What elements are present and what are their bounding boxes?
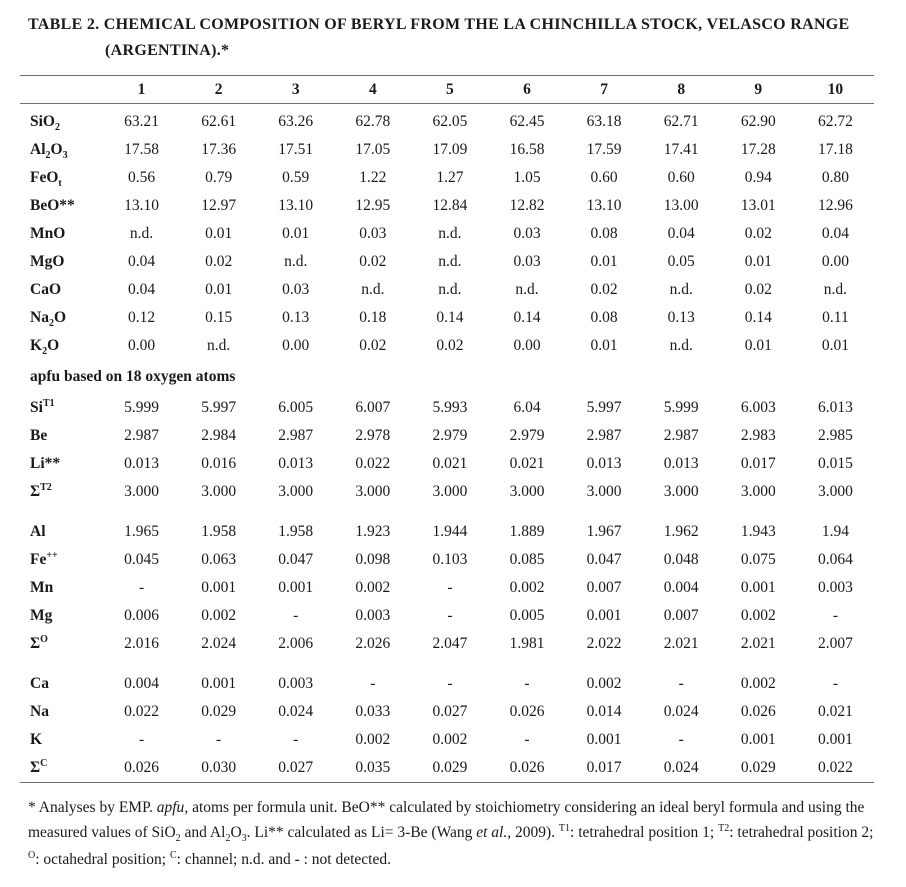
cell-value: 0.098 [355,551,391,568]
cell-value: 0.021 [432,455,468,472]
cell-value: 0.022 [355,455,391,472]
cell-value: 0.017 [740,455,776,472]
cell-value: 0.02 [359,253,387,270]
table-row [20,726,874,754]
cell-value: 0.01 [821,337,849,354]
row-label: $Al_2O_3$ [30,141,68,161]
cell-value: 0.60 [667,169,695,186]
cell-value: 6.005 [278,399,314,416]
cell-value: 0.00 [821,253,849,270]
table-row [20,546,874,574]
row-label: $K_2O$ [30,337,60,357]
cell-value: 2.987 [663,427,699,444]
cell-value: 0.04 [821,225,849,242]
cell-value: 1.967 [586,523,622,540]
cell-value: 0.002 [740,607,776,624]
table-title [0,0,906,64]
cell-value: 13.10 [586,197,622,214]
cell-value: 3.000 [201,483,237,500]
cell-value: 0.001 [586,607,622,624]
cell-value: 0.01 [590,337,618,354]
cell-value: 0.002 [201,607,237,624]
cell-value: 0.004 [663,579,699,596]
row-label: FeO$_t$ [30,169,62,189]
cell-value: 0.003 [278,675,314,692]
cell-value: 2.016 [124,635,159,652]
cell-value: 2.026 [355,635,391,652]
cell-value: 0.02 [205,253,233,270]
cell-value: 17.18 [817,141,853,158]
cell-value: 0.005 [509,607,545,624]
cell-value: 3.000 [278,483,314,500]
cell-value: - [138,731,145,748]
cell-value: 0.14 [513,309,541,326]
cell-value: 0.01 [744,253,772,270]
section-heading-row [20,360,874,394]
table-row [20,422,874,450]
cell-value: 2.047 [432,635,468,652]
cell-value: 0.027 [432,703,468,720]
column-header: 8 [677,80,686,98]
table-row [20,164,874,192]
cell-value: 0.004 [124,675,159,692]
cell-value: 62.72 [817,113,853,130]
cell-value: 6.007 [355,399,391,416]
cell-value: n.d. [129,225,154,242]
cell-value: 0.14 [436,309,464,326]
cell-value: 6.04 [513,399,541,416]
cell-value: 0.56 [127,169,156,186]
cell-value: 12.96 [817,197,853,214]
cell-value: 0.01 [744,337,772,354]
cell-value: 0.013 [586,455,622,472]
cell-value: 2.985 [817,427,853,444]
cell-value: - [447,579,453,596]
cell-value: n.d. [438,281,462,298]
corner-cell [20,76,103,104]
cell-value: - [832,607,838,624]
cell-value: 0.001 [740,579,776,596]
column-header: 4 [368,80,377,98]
cell-value: 0.04 [127,281,156,298]
table-row [20,136,874,164]
cell-value: 1.22 [359,169,387,186]
cell-value: 2.987 [586,427,622,444]
cell-value: 0.03 [359,225,387,242]
cell-value: 0.001 [201,675,237,692]
table-row [20,192,874,220]
table-body [20,104,874,783]
cell-value: 6.013 [817,399,853,416]
cell-value: 0.002 [586,675,622,692]
cell-value: 1.958 [201,523,237,540]
cell-value: - [293,607,299,624]
cell-value: 17.28 [740,141,776,158]
cell-value: 2.021 [663,635,699,652]
cell-value: 0.08 [590,225,618,242]
cell-value: 63.26 [278,113,314,130]
cell-value: 0.15 [205,309,233,326]
cell-value: 2.006 [278,635,314,652]
cell-value: 62.78 [355,113,391,130]
cell-value: 1.27 [436,169,464,186]
cell-value: - [293,731,299,748]
table-row [20,574,874,602]
footnote-text: * Analyses by EMP. apfu, atoms per formula unit. BeO** calculated by stoichiometry considering an ideal beryl formula and using the measured values of SiO$_2$ and $Al_2O_3$. Li** calculated as Li= 3-Be (Wang et al., 2009). $^{T1}$: tetrahedral position 1; $^{T2}$: tetrahedral position 2; $^O$: octahedral position; $^C$: channel; n.d. and - : not detected. [28,798,874,868]
cell-value: 0.02 [744,225,772,242]
cell-value: 0.001 [201,579,237,596]
cell-value: 0.03 [513,225,541,242]
cell-value: 0.064 [817,551,853,568]
cell-value: 0.026 [509,703,545,720]
cell-value: 0.08 [590,309,618,326]
cell-value: 0.003 [817,579,853,596]
table-row [20,304,874,332]
cell-value: 0.029 [432,758,468,776]
cell-value: 0.024 [278,703,314,720]
cell-value: n.d. [823,281,848,298]
column-header: 1 [137,80,146,98]
cell-value: 0.02 [744,281,772,298]
cell-value: 0.013 [663,455,699,472]
cell-value: 0.033 [355,703,391,720]
row-label: Mn [30,579,54,596]
row-label: K [30,731,43,748]
cell-value: 0.075 [740,551,776,568]
cell-value: - [216,731,222,748]
cell-value: 5.999 [663,399,699,416]
cell-value: 2.979 [432,427,468,444]
cell-value: 0.002 [355,579,391,596]
cell-value: 0.03 [513,253,541,270]
table-row [20,754,874,782]
cell-value: 2.987 [124,427,159,444]
cell-value: 0.59 [282,169,310,186]
cell-value: 12.95 [355,197,391,214]
cell-value: 0.013 [124,455,159,472]
cell-value: 0.029 [201,703,237,720]
cell-value: 0.103 [432,551,468,568]
cell-value: 1.94 [821,523,849,540]
cell-value: 0.002 [740,675,776,692]
cell-value: 2.007 [817,635,853,652]
cell-value: 0.001 [817,731,853,748]
cell-value: 0.01 [282,225,310,242]
cell-value: 0.001 [740,731,776,748]
cell-value: 0.045 [124,551,159,568]
cell-value: n.d. [669,337,693,354]
cell-value: 0.026 [509,758,545,776]
cell-value: - [678,675,684,692]
row-label: MnO [30,225,66,242]
cell-value: 0.01 [590,253,618,270]
cell-value: 13.10 [124,197,159,214]
cell-value: 2.021 [740,635,776,652]
cell-value: 0.01 [205,225,233,242]
cell-value: 0.006 [124,607,159,624]
cell-value: 0.017 [586,758,622,776]
cell-value: 5.997 [201,399,237,416]
cell-value: 63.18 [586,113,622,130]
cell-value: - [370,675,376,692]
cell-value: n.d. [361,281,385,298]
row-label: BeO** [30,197,75,214]
cell-value: 0.035 [355,758,391,776]
row-label: $\Sigma^O$ [30,634,48,652]
cell-value: 17.51 [278,141,314,158]
cell-value: 0.13 [282,309,310,326]
column-header: 6 [523,80,531,98]
cell-value: 17.05 [355,141,391,158]
cell-value: 0.015 [817,455,853,472]
cell-value: 3.000 [355,483,391,500]
row-label: Na [30,703,49,720]
cell-value: 3.000 [817,483,853,500]
cell-value: 0.80 [821,169,849,186]
column-header: 7 [600,80,608,98]
cell-value: 0.60 [590,169,618,186]
table-row [20,108,874,136]
cell-value: 0.04 [127,253,156,270]
table-row [20,450,874,478]
cell-value: 0.007 [663,607,699,624]
section-heading: apfu based on 18 oxygen atoms [30,368,236,385]
cell-value: 0.026 [740,703,776,720]
column-header: 2 [214,80,223,98]
table-row [20,602,874,630]
cell-value: 0.001 [278,579,314,596]
column-header: 9 [754,80,763,98]
cell-value: 2.978 [355,427,391,444]
cell-value: 0.00 [127,337,156,354]
cell-value: 0.05 [667,253,695,270]
cell-value: 12.84 [432,197,468,214]
row-label: Al [30,523,46,540]
cell-value: 3.000 [432,483,468,500]
cell-value: 3.000 [740,483,776,500]
table-row [20,670,874,698]
cell-value: 2.979 [509,427,545,444]
column-header-row [20,76,874,104]
row-label: SiO$_2$ [30,113,60,133]
cell-value: - [524,731,530,748]
composition-table [20,75,874,783]
cell-value: 0.02 [359,337,387,354]
cell-value: 0.013 [278,455,314,472]
cell-value: 17.41 [663,141,699,158]
cell-value: 0.022 [124,703,159,720]
cell-value: 0.18 [359,309,387,326]
table-row [20,478,874,506]
cell-value: 0.021 [509,455,545,472]
cell-value: n.d. [207,337,231,354]
cell-value: 6.003 [740,399,776,416]
cell-value: 1.965 [124,523,159,540]
row-label: $\Sigma^C$ [30,757,48,776]
cell-value: 0.12 [127,309,156,326]
cell-value: 0.002 [432,731,468,748]
cell-value: 1.05 [513,169,541,186]
cell-value: 62.90 [740,113,776,130]
row-label: $Si^{T1}$ [30,398,55,416]
cell-value: 0.047 [278,551,314,568]
spacer-row [20,658,874,670]
cell-value: 0.014 [586,703,622,720]
column-header: 5 [446,80,454,98]
cell-value: 62.61 [201,113,237,130]
cell-value: 2.024 [201,635,237,652]
cell-value: 0.03 [282,281,310,298]
cell-value: 0.016 [201,455,237,472]
table-row [20,518,874,546]
row-label: Be [30,427,48,444]
table-header [20,76,874,104]
cell-value: 0.001 [586,731,622,748]
cell-value: 17.59 [586,141,622,158]
cell-value: n.d. [438,253,462,270]
cell-value: 0.14 [744,309,772,326]
cell-value: 1.958 [278,523,314,540]
cell-value: 0.021 [817,703,853,720]
row-label: Fe++ [30,550,58,568]
cell-value: 5.999 [124,399,159,416]
cell-value: - [678,731,684,748]
cell-value: 17.58 [124,141,159,158]
table-row [20,248,874,276]
cell-value: 0.04 [667,225,695,242]
cell-value: 0.085 [509,551,545,568]
cell-value: 0.027 [278,758,314,776]
cell-value: 1.981 [509,635,545,652]
cell-value: n.d. [438,225,462,242]
cell-value: 0.13 [667,309,695,326]
cell-value: - [524,675,530,692]
spacer-row [20,506,874,518]
cell-value: 62.05 [432,113,468,130]
table-row [20,394,874,422]
cell-value: 0.048 [663,551,699,568]
cell-value: - [138,579,145,596]
cell-value: 0.007 [586,579,622,596]
cell-value: 2.983 [740,427,776,444]
cell-value: - [832,675,838,692]
cell-value: 16.58 [509,141,545,158]
column-header: 3 [291,80,300,98]
table-row [20,698,874,726]
cell-value: 0.030 [201,758,237,776]
cell-value: 1.889 [509,523,545,540]
cell-value: 17.09 [432,141,468,158]
cell-value: n.d. [284,253,308,270]
cell-value: 3.000 [124,483,159,500]
cell-value: 0.79 [205,169,233,186]
cell-value: - [447,607,453,624]
cell-value: 0.029 [740,758,776,776]
cell-value: 0.94 [744,169,772,186]
cell-value: n.d. [515,281,539,298]
cell-value: 12.82 [509,197,545,214]
cell-value: 5.997 [586,399,622,416]
cell-value: 12.97 [201,197,237,214]
cell-value: 3.000 [663,483,699,500]
table-title-line2: (ARGENTINA).* [105,42,230,59]
cell-value: 2.022 [586,635,622,652]
cell-value: 3.000 [586,483,622,500]
cell-value: 0.063 [201,551,237,568]
cell-value: 0.00 [282,337,310,354]
table-row [20,220,874,248]
cell-value: 2.984 [201,427,237,444]
column-header: 10 [827,80,844,98]
cell-value: 0.003 [355,607,391,624]
row-label: $\Sigma^{T2}$ [30,482,52,500]
cell-value: n.d. [669,281,693,298]
row-label: $Na_2O$ [30,309,67,329]
table-row [20,276,874,304]
row-label: Li** [30,455,61,472]
cell-value: 0.026 [124,758,159,776]
cell-value: 0.024 [663,703,699,720]
row-label: Ca [30,675,49,692]
cell-value: 0.024 [663,758,699,776]
cell-value: 62.45 [509,113,545,130]
cell-value: 13.10 [278,197,314,214]
cell-value: 1.943 [740,523,776,540]
table-title-line1: TABLE 2. CHEMICAL COMPOSITION OF BERYL FROM THE LA CHINCHILLA STOCK, VELASCO RANGE [28,16,850,33]
cell-value: 13.00 [663,197,699,214]
cell-value: 2.987 [278,427,314,444]
cell-value: 0.00 [513,337,541,354]
row-label: MgO [30,253,65,270]
row-label: CaO [30,281,61,298]
cell-value: 17.36 [201,141,237,158]
cell-value: 0.11 [822,309,849,326]
cell-value: 0.002 [509,579,545,596]
cell-value: 13.01 [740,197,776,214]
cell-value: - [447,675,453,692]
cell-value: 62.71 [663,113,699,130]
table-row [20,332,874,360]
cell-value: 0.02 [590,281,618,298]
cell-value: 1.923 [355,523,391,540]
cell-value: 1.944 [432,523,468,540]
row-label: Mg [30,607,53,624]
cell-value: 0.002 [355,731,391,748]
cell-value: 0.047 [586,551,622,568]
cell-value: 0.01 [205,281,233,298]
cell-value: 1.962 [663,523,699,540]
cell-value: 0.022 [817,758,853,776]
table-row [20,630,874,658]
cell-value: 3.000 [509,483,545,500]
cell-value: 63.21 [124,113,159,130]
cell-value: 5.993 [432,399,468,416]
cell-value: 0.02 [436,337,464,354]
